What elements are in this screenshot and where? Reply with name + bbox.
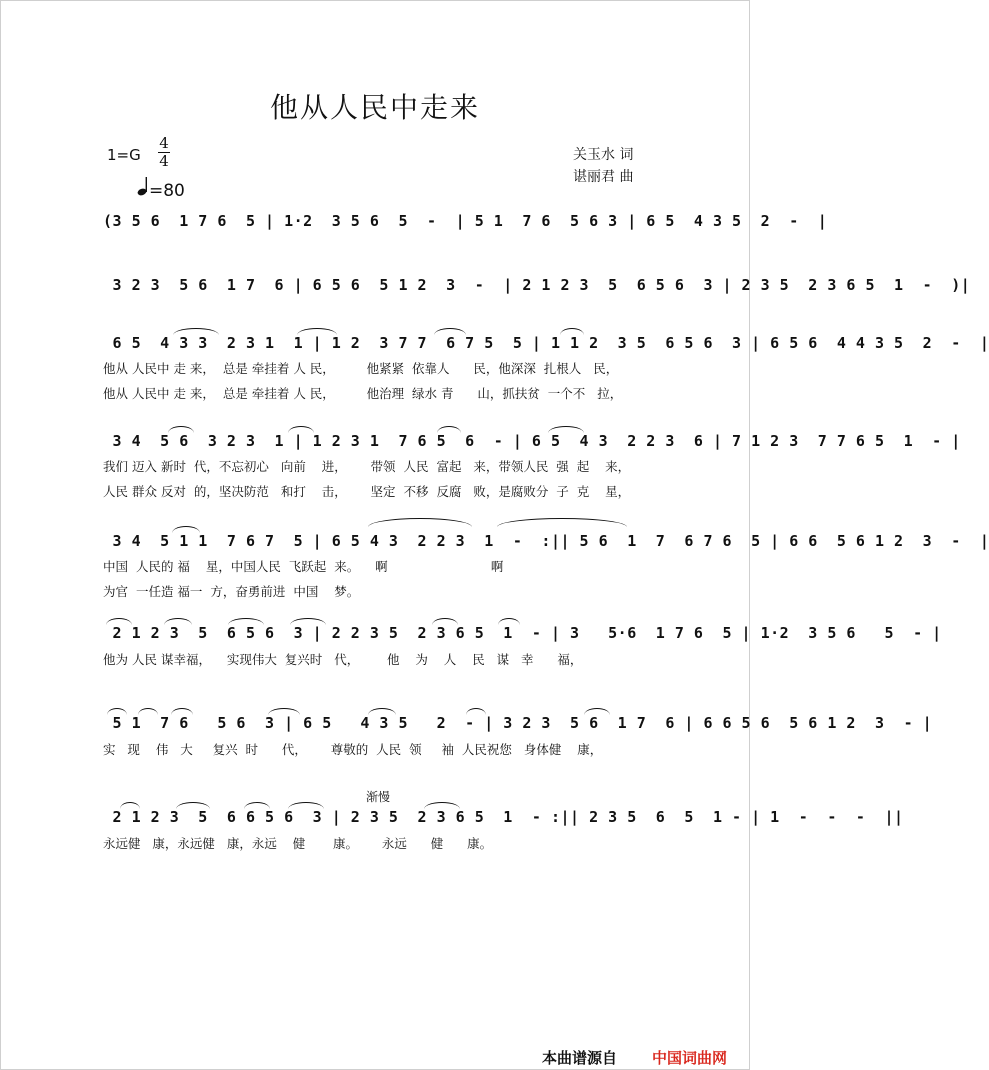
composer: 谌丽君 曲 [573,169,634,185]
notation-line: (3 5 6 1 7 6 5 | 1·2 3 5 6 5 - | 5 1 7 6 5 6 3 | 6 5 4 3 5 2 - | [103,212,828,230]
quarter-note-icon [137,176,149,201]
time-signature [158,136,170,169]
credits [573,144,633,188]
tempo-marking [137,176,185,201]
lyric-verse-2: 为官 一任造 福一 方，奋勇前进 中国 梦。 [103,584,360,599]
lyric-verse-2: 他从 人民中 走 来， 总是 牵挂着 人 民， 他治理 绿水 青 山，抓扶贫 一个不 拉， [103,386,623,401]
page-title: 他从人民中走来 [269,91,480,124]
notation-line: 5 1 7 6 5 6 3 | 6 5 4 3 5 2 - | 3 2 3 5 6 1 7 6 | 6 6 5 6 5 6 1 2 3 - | [103,714,933,732]
tempo-value: =80 [149,181,185,201]
notation-line: 3 4 5 1 1 7 6 7 5 | 6 5 4 3 2 2 3 1 - :|| 5 6 1 7 6 7 6 5 | 6 6 5 6 1 2 3 - | [103,532,989,550]
key-signature: 1=G [107,146,141,164]
lyric-verse-1: 我们 迈入 新时 代，不忘初心 向前 进， 带领 人民 富起 来，带领人民 强 起 来， [103,459,631,474]
time-signature-top: 4 [159,134,169,152]
lyric-verse-1: 他从 人民中 走 来， 总是 牵挂着 人 民， 他紧紧 依靠人 民，他深深 扎根人 民， [103,361,619,376]
lyric-verse-1: 他为 人民 谋幸福， 实现伟大 复兴时 代， 他 为 人 民 谋 幸 福， [103,652,583,667]
lyricist: 关玉水 词 [573,147,634,163]
notation-line: 2 1 2 3 5 6 5 6 3 | 2 2 3 5 2 3 6 5 1 - | 3 5·6 1 7 6 5 | 1·2 3 5 6 5 - | [103,624,942,642]
time-signature-bottom: 4 [159,152,169,170]
notation-line: 3 2 3 5 6 1 7 6 | 6 5 6 5 1 2 3 - | 2 1 2 3 5 6 5 6 3 | 2 3 5 2 3 6 5 1 - )| [103,276,971,294]
tempo-change-mark: 渐慢 [366,790,391,804]
lyric-verse-1: 中国 人民的 福 星，中国人民 飞跃起 来。 啊 啊 [103,559,504,574]
footer-site-link[interactable]: 中国词曲网 [652,1049,728,1067]
notation-line: 6 5 4 3 3 2 3 1 1 | 1 2 3 7 7 6 7 5 5 | 1 1 2 3 5 6 5 6 3 | 6 5 6 4 4 3 5 2 - | [103,334,989,352]
footer-label: 本曲谱源自 [542,1049,618,1067]
lyric-verse-1: 永远健 康，永远健 康，永远 健 康。 永远 健 康。 [103,836,493,851]
lyric-verse-1: 实 现 伟 大 复兴 时 代， 尊敬的 人民 领 袖 人民祝您 身体健 康， [103,742,603,757]
lyric-verse-2: 人民 群众 反对 的，坚决防范 和打 击， 坚定 不移 反腐 败，是腐败分 子 克 星， [103,484,631,499]
notation-line: 2 1 2 3 5 6 6 5 6 3 | 2 3 5 2 3 6 5 1 - :|| 2 3 5 6 5 1 - | 1 - - - || [103,808,904,826]
notation-line: 3 4 5 6 3 2 3 1 | 1 2 3 1 7 6 5 6 - | 6 5 4 3 2 2 3 6 | 7 1 2 3 7 7 6 5 1 - | [103,432,961,450]
